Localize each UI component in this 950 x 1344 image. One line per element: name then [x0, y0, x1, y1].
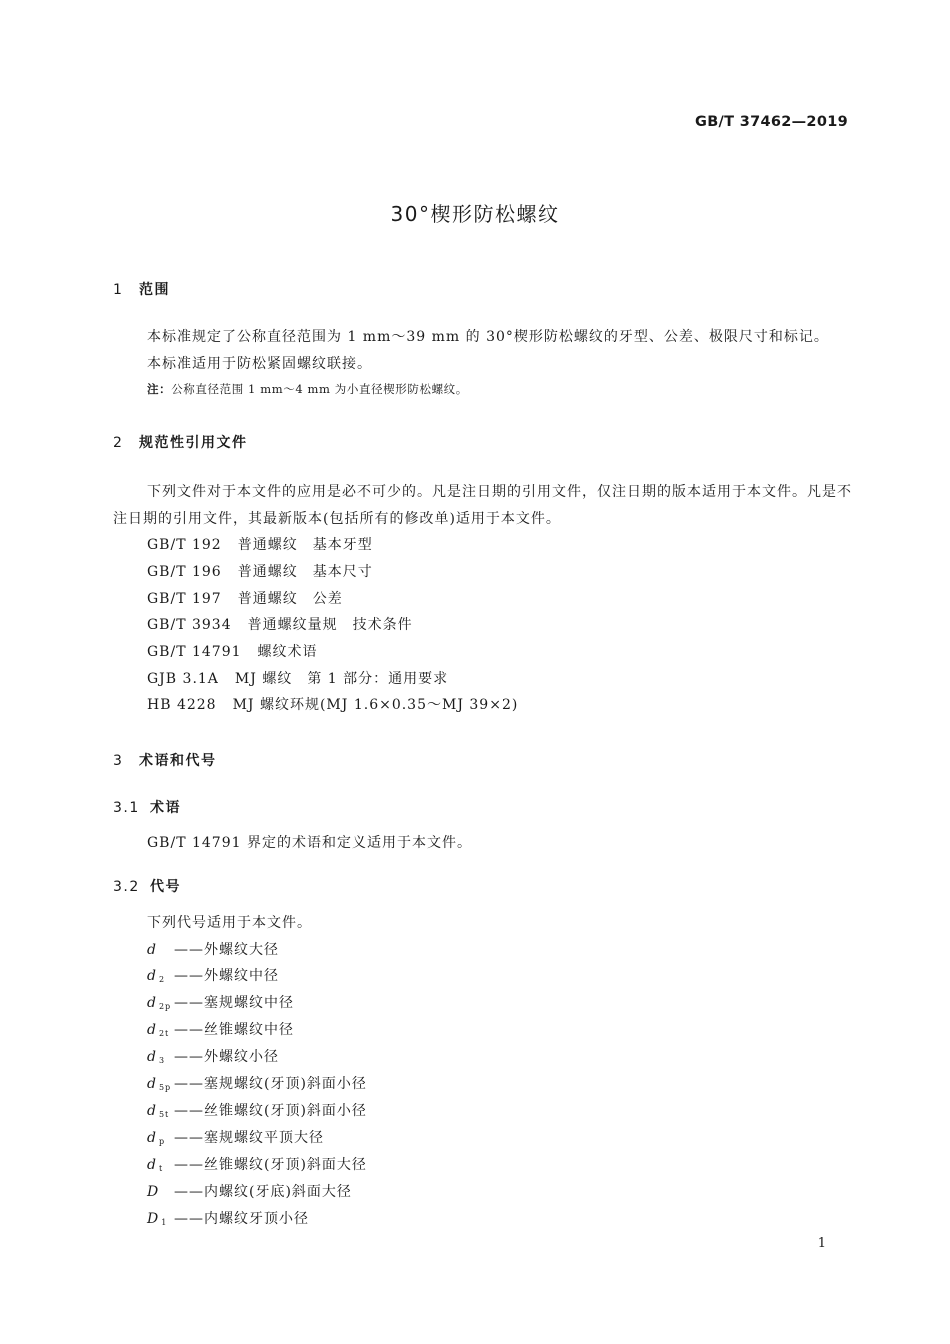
reference-title: MJ 螺纹 第 1 部分：通用要求 — [234, 671, 449, 687]
section-1-heading — [113, 279, 170, 299]
reference-code: GB/T 14791 — [147, 644, 242, 660]
symbol-description: ——外螺纹小径 — [174, 1049, 279, 1065]
reference-title: 普通螺纹量规 技术条件 — [247, 617, 413, 633]
reference-code: GB/T 196 — [147, 564, 222, 580]
symbol-description: ——塞规螺纹中径 — [174, 995, 294, 1011]
symbol: d — [147, 942, 157, 958]
reference-title: 螺纹术语 — [257, 644, 318, 660]
symbol-description: ——丝锥螺纹(牙顶)斜面大径 — [174, 1157, 367, 1173]
reference-item — [147, 639, 318, 666]
reference-code: GJB 3.1A — [147, 671, 219, 687]
section-3-2-intro: 下列代号适用于本文件。 — [147, 915, 312, 931]
reference-title: 普通螺纹 公差 — [237, 591, 343, 607]
page-number: 1 — [817, 1236, 826, 1251]
section-2-intro: 下列文件对于本文件的应用是必不可少的。凡是注日期的引用文件，仅注日期的版本适用于本文件。凡是不注日期的引用文件，其最新版本(包括所有的修改单)适用于本文件。 — [113, 484, 852, 527]
section-2-number: 2 — [113, 435, 124, 451]
section-3-1-heading — [113, 797, 181, 817]
symbol: D $_1$ — [147, 1211, 168, 1227]
symbol-description: ——塞规螺纹平顶大径 — [174, 1130, 324, 1146]
reference-item — [147, 666, 448, 693]
reference-item — [147, 559, 373, 586]
symbol-description: ——内螺纹牙顶小径 — [174, 1211, 309, 1227]
symbol-description: ——塞规螺纹(牙顶)斜面小径 — [174, 1076, 367, 1092]
section-3-1-title: 术语 — [150, 800, 181, 816]
section-1-para-1: 本标准规定了公称直径范围为 1 mm～39 mm 的 30°楔形防松螺纹的牙型、公差、极限尺寸和标记。 — [147, 329, 829, 345]
section-3-heading — [113, 750, 217, 770]
note-text: 公称直径范围 1 mm～4 mm 为小直径楔形防松螺纹。 — [171, 382, 468, 396]
reference-title: 普通螺纹 基本牙型 — [237, 537, 373, 553]
section-3-2-number: 3.2 — [113, 879, 140, 895]
symbol-description: ——丝锥螺纹(牙顶)斜面小径 — [174, 1103, 367, 1119]
section-1-note — [147, 381, 468, 397]
section-1-title: 范围 — [139, 282, 170, 298]
reference-item — [147, 612, 413, 639]
section-2-heading — [113, 432, 248, 452]
symbol-description: ——内螺纹(牙底)斜面大径 — [174, 1184, 352, 1200]
section-1-para-2: 本标准适用于防松紧固螺纹联接。 — [147, 356, 372, 372]
section-3-1-text: GB/T 14791 界定的术语和定义适用于本文件。 — [147, 835, 472, 851]
symbol: D — [147, 1184, 160, 1200]
symbol: d $_{2p}$ — [147, 995, 172, 1011]
reference-item — [147, 692, 518, 719]
reference-code: HB 4228 — [147, 697, 217, 713]
symbol-item — [147, 1206, 309, 1237]
section-3-2-heading — [113, 876, 181, 896]
reference-code: GB/T 197 — [147, 591, 222, 607]
symbol-description: ——外螺纹中径 — [174, 968, 279, 984]
section-3-2-title: 代号 — [150, 879, 181, 895]
symbol: d $_t$ — [147, 1157, 164, 1173]
section-1-number: 1 — [113, 282, 124, 298]
section-3-number: 3 — [113, 753, 124, 769]
reference-title: 普通螺纹 基本尺寸 — [237, 564, 373, 580]
reference-item — [147, 532, 373, 559]
standard-code: GB/T 37462—2019 — [695, 114, 848, 130]
symbol: d $_{5p}$ — [147, 1076, 172, 1092]
symbol: d $_p$ — [147, 1130, 166, 1146]
symbol: d $_2$ — [147, 968, 166, 984]
reference-code: GB/T 3934 — [147, 617, 232, 633]
symbol-description: ——丝锥螺纹中径 — [174, 1022, 294, 1038]
symbol: d $_{5t}$ — [147, 1103, 170, 1119]
section-3-1-number: 3.1 — [113, 800, 140, 816]
section-3-title: 术语和代号 — [139, 753, 217, 769]
symbol: d $_{2t}$ — [147, 1022, 170, 1038]
note-label: 注： — [147, 382, 172, 396]
reference-item — [147, 586, 343, 613]
symbol: d $_3$ — [147, 1049, 166, 1065]
document-title: 30°楔形防松螺纹 — [390, 202, 560, 226]
reference-code: GB/T 192 — [147, 537, 222, 553]
symbol-description: ——外螺纹大径 — [174, 942, 279, 958]
section-2-title: 规范性引用文件 — [139, 435, 248, 451]
reference-title: MJ 螺纹环规(MJ 1.6×0.35～MJ 39×2) — [232, 697, 519, 713]
